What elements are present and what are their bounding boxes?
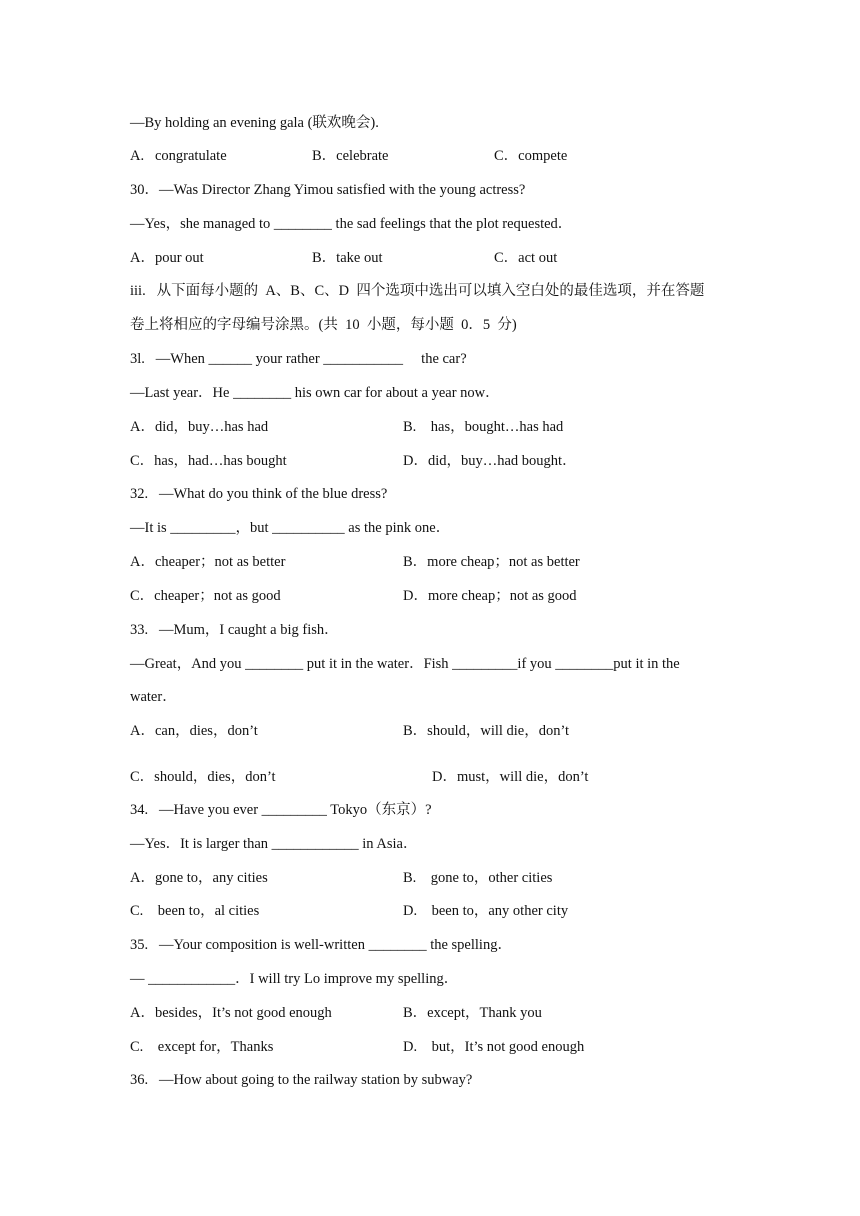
option-c: C．has，had…has bought — [130, 453, 287, 469]
option-a: A．can，dies，don’t — [130, 723, 258, 739]
answer-line: —Last year．He ________ his own car for about a year now． — [130, 385, 500, 401]
option-c: C．act out — [494, 250, 558, 266]
question-34: 34. —Have you ever _________ Tokyo（东京）? — [130, 802, 432, 818]
answer-line: —It is _________，but __________ as the pink one． — [130, 520, 451, 536]
option-d: D．more cheap；not as good — [403, 588, 577, 604]
option-b: B. has，bought…has had — [403, 419, 564, 435]
question-31: 3l. —When ______ your rather ___________ the car? — [130, 351, 467, 367]
option-c: C. been to，al cities — [130, 903, 260, 919]
question-30: 30．—Was Director Zhang Yimou satisfied with the young actress? — [130, 182, 526, 198]
option-c: C. except for，Thanks — [130, 1039, 274, 1055]
option-a: A. congratulate — [130, 148, 227, 164]
option-b: B. gone to，other cities — [403, 870, 553, 886]
section-instruction: iii. 从下面每小题的 A、B、C、D 四个选项中选出可以填入空白处的最佳选项，并在答题 — [130, 283, 705, 299]
option-a: A．pour out — [130, 250, 204, 266]
answer-line: water． — [130, 689, 177, 705]
answer-line: —Great，And you ________ put it in the water．Fish _________if you ________put it in the — [130, 656, 680, 672]
question-32: 32. —What do you think of the blue dress? — [130, 486, 388, 502]
option-c: C．compete — [494, 148, 568, 164]
answer-line: —Yes，she managed to ________ the sad feelings that the plot requested． — [130, 216, 573, 232]
option-a: A．cheaper；not as better — [130, 554, 286, 570]
option-b: B．should，will die，don’t — [403, 723, 570, 739]
question-33: 33. —Mum，I caught a big fish． — [130, 622, 339, 638]
question-36: 36. —How about going to the railway station by subway? — [130, 1072, 473, 1088]
option-b: B．take out — [312, 250, 383, 266]
option-d: D．did，buy…had bought． — [403, 453, 577, 469]
option-d: D. but，It’s not good enough — [403, 1039, 585, 1055]
option-a: A．did，buy…has had — [130, 419, 269, 435]
answer-line: — ____________．I will try Lo improve my spelling． — [130, 971, 459, 987]
question-35: 35. —Your composition is well-written ________ the spelling． — [130, 937, 512, 953]
option-a: A．gone to，any cities — [130, 870, 268, 886]
option-a: A．besides，It’s not good enough — [130, 1005, 332, 1021]
option-d: D. been to，any other city — [403, 903, 569, 919]
option-d: D．must，will die，don’t — [432, 769, 589, 785]
option-c: C．should，dies，don’t — [130, 769, 276, 785]
answer-line: —Yes．It is larger than ____________ in Asia． — [130, 836, 418, 852]
option-c: C．cheaper；not as good — [130, 588, 281, 604]
option-b: B．more cheap；not as better — [403, 554, 580, 570]
section-instruction: 卷上将相应的字母编号涂黑。(共 10 小题，每小题 0．5 分) — [130, 317, 517, 333]
option-b: B．except，Thank you — [403, 1005, 542, 1021]
option-b: B．celebrate — [312, 148, 389, 164]
answer-line: —By holding an evening gala (联欢晚会). — [130, 115, 379, 131]
